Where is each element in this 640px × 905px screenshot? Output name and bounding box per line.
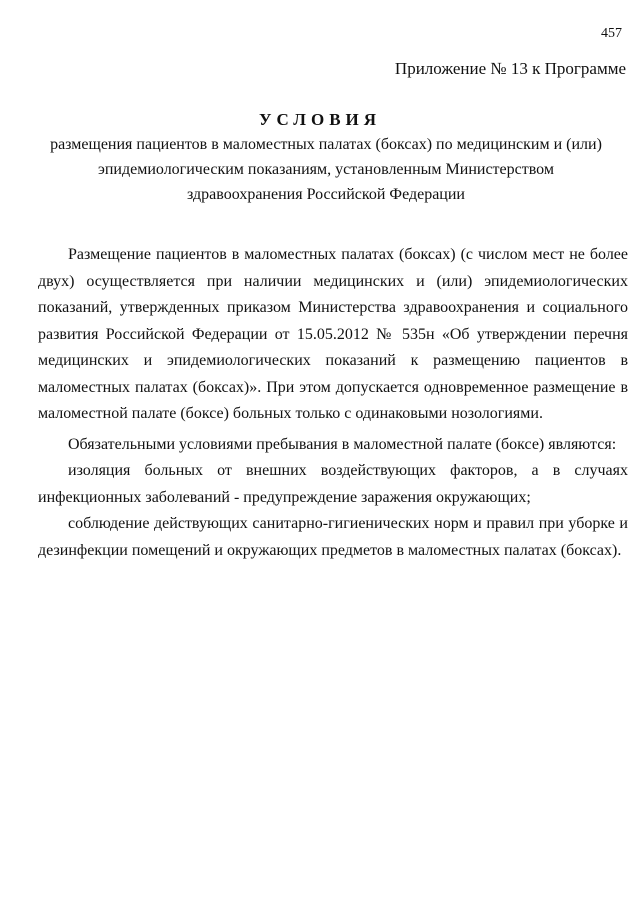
paragraph-placement: Размещение пациентов в маломестных палатах (боксах) (с числом мест не более двух) осуществляется при наличии медицинских и (или) эпидемиологических показаний, утвержденных приказом Министерства здравоохранения и социального развития Российской Федерации от 15.05.2012 № 535н «Об утверждении перечня медицинских и эпидемиологических показаний к размещению пациентов в маломестных палатах (боксах)». При этом допускается одновременное размещение в маломестной палате (боксе) больных только с одинаковыми нозологиями. bbox=[38, 246, 628, 422]
paragraph-conditions-intro: Обязательными условиями пребывания в маломестной палате (боксе) являются: bbox=[68, 435, 617, 453]
paragraph-sanitary: соблюдение действующих санитарно-гигиенических норм и правил при уборке и дезинфекции помещений и окружающих предметов в маломестных палатах (боксах). bbox=[38, 515, 628, 559]
document-title: УСЛОВИЯ bbox=[258, 110, 382, 129]
page-number: 457 bbox=[601, 26, 622, 41]
appendix-label: Приложение № 13 к Программе bbox=[394, 59, 626, 78]
document-body bbox=[38, 242, 628, 564]
paragraph-isolation: изоляция больных от внешних воздействующих факторов, а в случаях инфекционных заболеваний - предупреждение заражения окружающих; bbox=[38, 462, 628, 506]
document-subtitle: размещения пациентов в маломестных палатах (боксах) по медицинским и (или) эпидемиологическим показаниям, установленным Министерством здравоохранения Российской Федерации bbox=[50, 136, 602, 203]
